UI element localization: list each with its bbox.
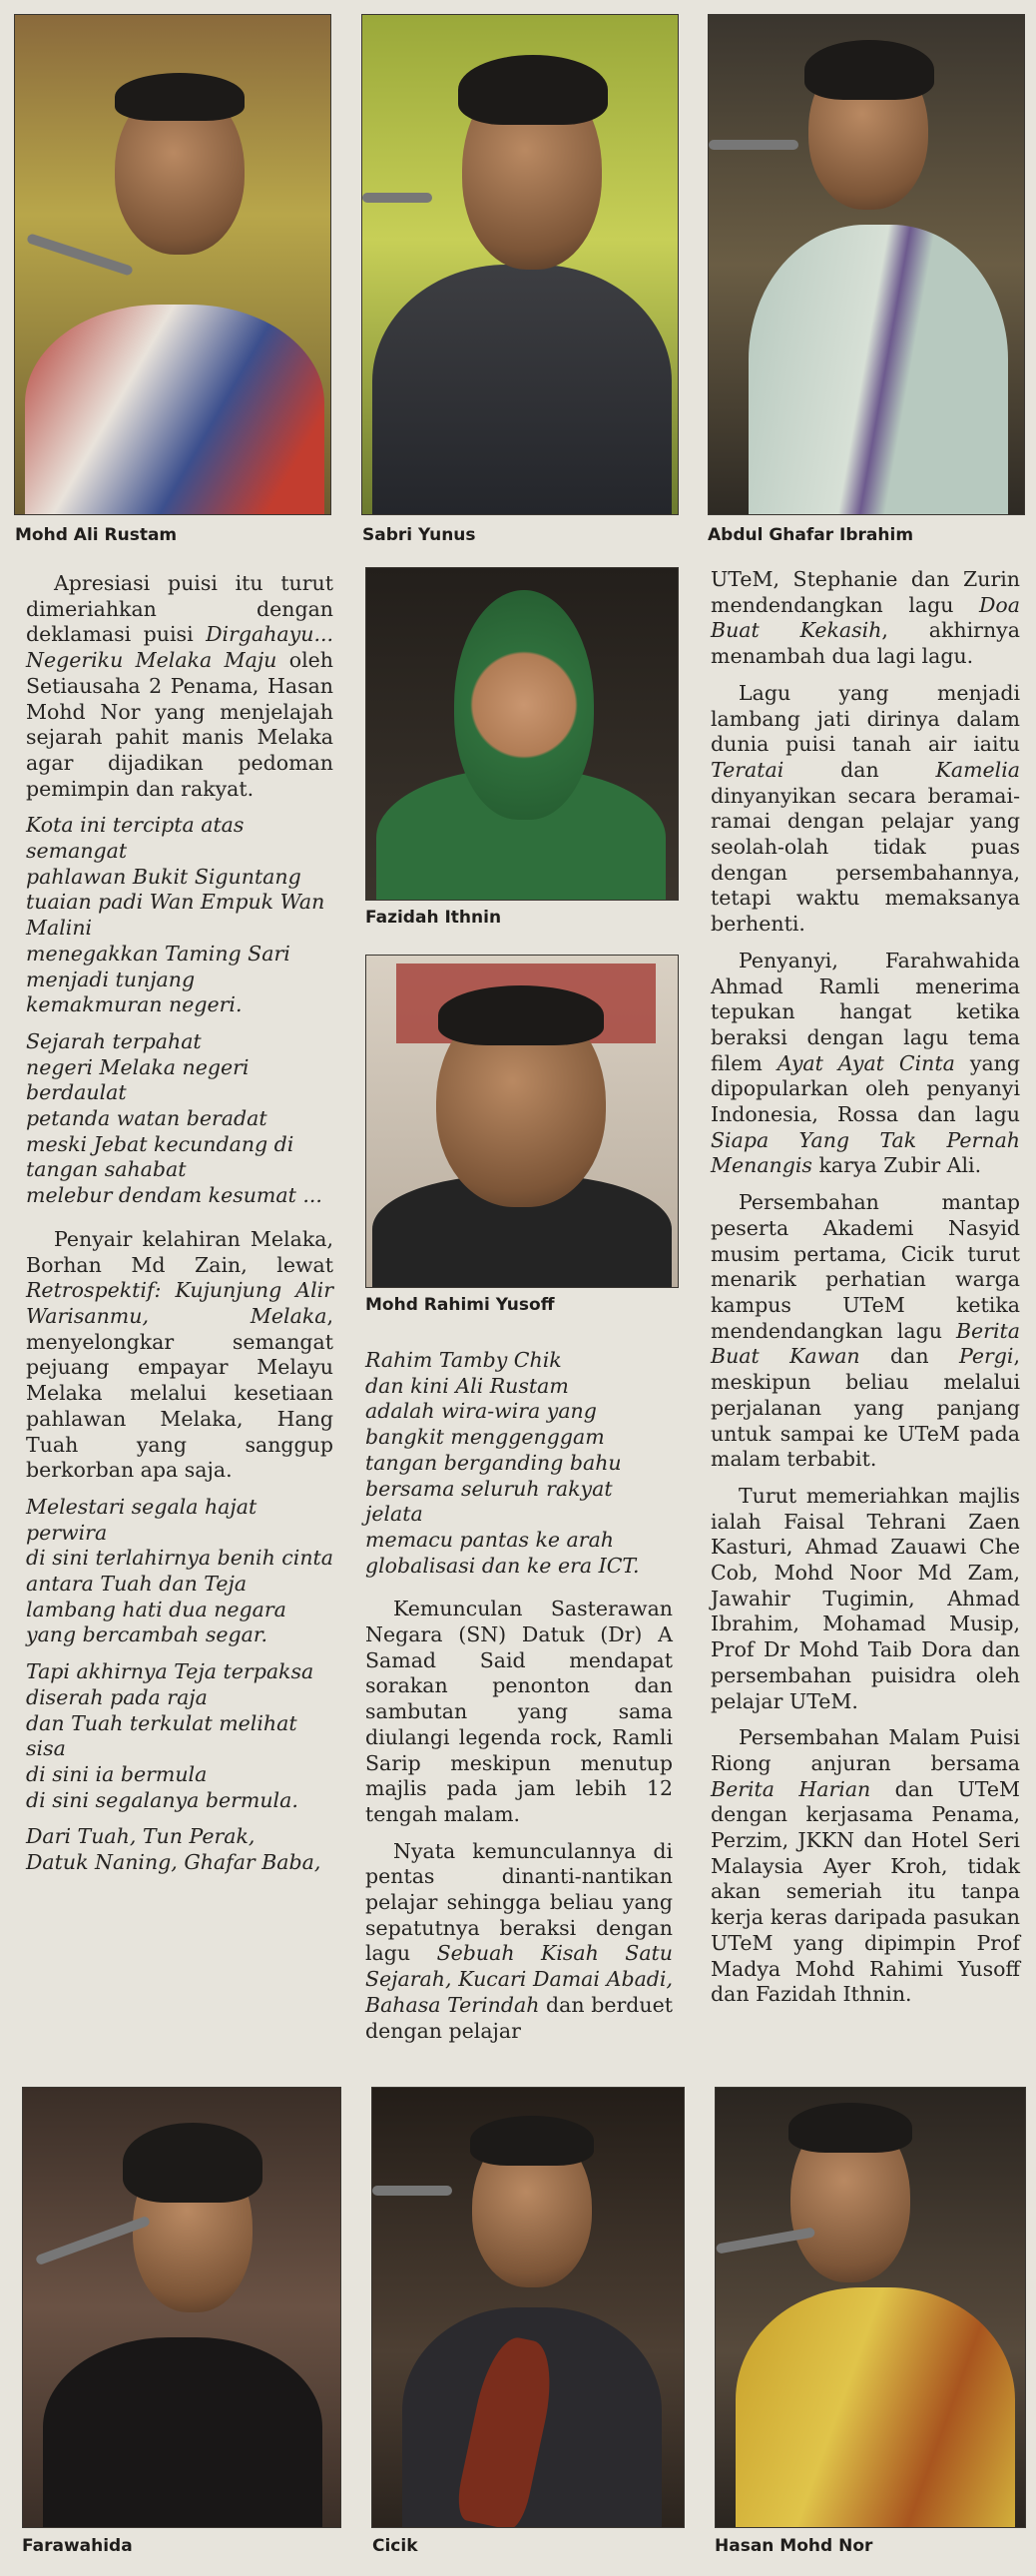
text-run: Siapa Yang Tak Pernah Menangis bbox=[711, 1127, 1020, 1178]
text-run: Nyata kemunculannya di pentas dinanti-nantikan pelajar sehingga beliau yang sepatutnya beraksi dengan lagu bbox=[365, 1838, 673, 1966]
text-run: Retrospektif: Kujunjung Alir Warisanmu, Melaka bbox=[26, 1278, 333, 1328]
col2-paragraph-1: Kemunculan Sasterawan Negara (SN) Datuk (Dr) A Samad Said mendapat sorakan penonton dan sambutan yang sama diulangi legenda rock, Ramli Sarip meskipun menutup majlis pada jam lebih 12 tengah malam. bbox=[365, 1597, 673, 1826]
photo-abdul-ghafar-ibrahim bbox=[708, 14, 1025, 515]
text-run: Penyair kelahiran Melaka, Borhan Md Zain, lewat bbox=[26, 1226, 333, 1277]
article-column-3 bbox=[711, 567, 1020, 2019]
photo-hasan-mohd-nor bbox=[715, 2087, 1026, 2528]
text-run: dinyanyikan secara beramai-ramai dengan pelajar yang seolah-olah tidak puas dengan persembahannya, tetapi waktu memaksanya berhenti. bbox=[711, 783, 1020, 937]
text-run: Turut memeriahkan majlis ialah Faisal Tehrani Zaen Kasturi, Ahmad Zauawi Che Cob, Mohd Noor Md Zam, Jawahir Tugimin, Ahmad Ibrahim, Mohamad Musip, Prof Dr Mohd Taib Dora dan persembahan puisidra oleh pelajar UTeM. bbox=[711, 1483, 1020, 1713]
caption-top-left: Mohd Ali Rustam bbox=[15, 525, 178, 545]
text-run: Ayat Ayat Cinta bbox=[777, 1050, 955, 1075]
text-run: UTeM, Stephanie dan Zurin mendendangkan lagu bbox=[711, 567, 1020, 617]
text-run: karya Zubir Ali. bbox=[811, 1153, 982, 1178]
col1-verse-1: Kota ini tercipta atas semangat pahlawan Bukit Siguntang tuaian padi Wan Empuk Wan Malini menegakkan Taming Sari menjadi tunjang kemakmuran negeri. bbox=[26, 813, 325, 1017]
col2-verse-1: Rahim Tamby Chik dan kini Ali Rustam adalah wira-wira yang bangkit menggenggam tangan berganding bahu bersama seluruh rakyat jelata memacu pantas ke arah globalisasi dan ke era ICT. bbox=[365, 1348, 640, 1578]
text-run: Teratai bbox=[711, 757, 784, 782]
caption-bot-right: Hasan Mohd Nor bbox=[715, 2536, 873, 2556]
text-run: Doa Buat Kekasih bbox=[711, 592, 1020, 643]
text-run: yang dipopularkan oleh penyanyi Indonesia, Rossa dan lagu bbox=[711, 1050, 1021, 1127]
photo-fazidah-ithnin bbox=[365, 567, 679, 901]
col1-verse-4: Tapi akhirnya Teja terpaksa diserah pada raja dan Tuah terkulat melihat sisa di sini ia bermula di sini segalanya bermula. bbox=[26, 1659, 314, 1812]
photo-mohd-ali-rustam bbox=[14, 14, 331, 515]
text-run: Persembahan Malam Puisi Riong anjuran bersama bbox=[711, 1725, 1020, 1775]
photo-farawahida bbox=[22, 2087, 341, 2528]
col3-paragraph-5 bbox=[711, 1484, 1020, 1714]
caption-top-right: Abdul Ghafar Ibrahim bbox=[708, 525, 914, 545]
text-run: , meskipun beliau melalui perjalanan yang panjang untuk sampai ke UTeM pada malam terbabit. bbox=[711, 1344, 1020, 1472]
article-column-1 bbox=[26, 571, 333, 1887]
text-run: Pergi bbox=[958, 1344, 1014, 1369]
col1-verse-5: Dari Tuah, Tun Perak, Datuk Naning, Ghafar Baba, bbox=[26, 1824, 321, 1875]
caption-mid-2: Mohd Rahimi Yusoff bbox=[365, 1295, 555, 1315]
col3-paragraph-1 bbox=[711, 567, 1020, 670]
text-run: Kamelia bbox=[935, 757, 1020, 782]
photo-cicik bbox=[371, 2087, 685, 2528]
caption-bot-mid: Cicik bbox=[372, 2536, 418, 2556]
photo-sabri-yunus bbox=[361, 14, 679, 515]
col3-paragraph-3 bbox=[711, 949, 1020, 1179]
text-run: Lagu yang menjadi lambang jati dirinya dalam dunia puisi tanah air iaitu bbox=[711, 680, 1020, 757]
text-run: Persembahan mantap peserta Akademi Nasyid musim pertama, Cicik turut menarik perhatian warga kampus UTeM ketika mendendangkan lagu bbox=[711, 1190, 1020, 1343]
col3-paragraph-4 bbox=[711, 1190, 1020, 1473]
col1-verse-2: Sejarah terpahat negeri Melaka negeri berdaulat petanda watan beradat meski Jebat kecundang di tangan sahabat melebur dendam kesumat ... bbox=[26, 1028, 322, 1208]
col1-paragraph-2 bbox=[26, 1227, 333, 1484]
photo-mohd-rahimi-yusoff bbox=[365, 955, 679, 1288]
text-run: dan bbox=[783, 757, 936, 782]
caption-top-mid: Sabri Yunus bbox=[362, 525, 476, 545]
text-run: Dirgahayu... Negeriku Melaka Maju bbox=[26, 622, 333, 673]
col1-paragraph-1 bbox=[26, 571, 333, 802]
text-run: , menyelongkar semangat pejuang empayar Melayu Melaka melalui kesetiaan pahlawan Melaka, Hang Tuah yang sanggup berkorban apa saja. bbox=[26, 1303, 333, 1483]
text-run: Apresiasi puisi itu turut dimeriahkan dengan deklamasi puisi bbox=[26, 571, 333, 647]
article-column-2 bbox=[365, 1348, 673, 2055]
text-run: oleh Setiausaha 2 Penama, Hasan Mohd Nor yang menjelajah sejarah pahit manis Melaka agar dijadikan pedoman pemimpin dan rakyat. bbox=[26, 648, 334, 801]
col1-verse-3: Melestari segala hajat perwira di sini terlahirnya benih cinta antara Tuah dan Teja lambang hati dua negara yang bercambah segar. bbox=[26, 1494, 334, 1647]
text-run: dan UTeM dengan kerjasama Penama, Perzim, JKKN dan Hotel Seri Malaysia Ayer Kroh, tidak akan semeriah itu tanpa kerja keras daripada pasukan UTeM yang dipimpin Prof Madya Mohd Rahimi Yusoff dan Fazidah Ithnin. bbox=[711, 1776, 1020, 2007]
text-run: Sebuah Kisah Satu Sejarah, Kucari Damai Abadi, Bahasa Terindah bbox=[365, 1941, 674, 2017]
text-run: Penyanyi, Farahwahida Ahmad Ramli menerima tepukan hangat ketika beraksi dengan lagu tema filem bbox=[711, 948, 1020, 1075]
text-run: , akhirnya menambah dua lagi lagu. bbox=[711, 618, 1020, 669]
col2-paragraph-2 bbox=[365, 1839, 673, 2045]
text-run: dan bbox=[859, 1344, 959, 1369]
text-run: dan berduet dengan pelajar bbox=[365, 1992, 673, 2043]
col3-paragraph-2 bbox=[711, 681, 1020, 938]
caption-bot-left: Farawahida bbox=[22, 2536, 133, 2556]
caption-mid-1: Fazidah Ithnin bbox=[365, 908, 502, 928]
text-run: Berita Harian bbox=[711, 1776, 871, 1801]
col3-paragraph-6 bbox=[711, 1725, 1020, 2008]
text-run: Berita Buat Kawan bbox=[711, 1318, 1020, 1369]
